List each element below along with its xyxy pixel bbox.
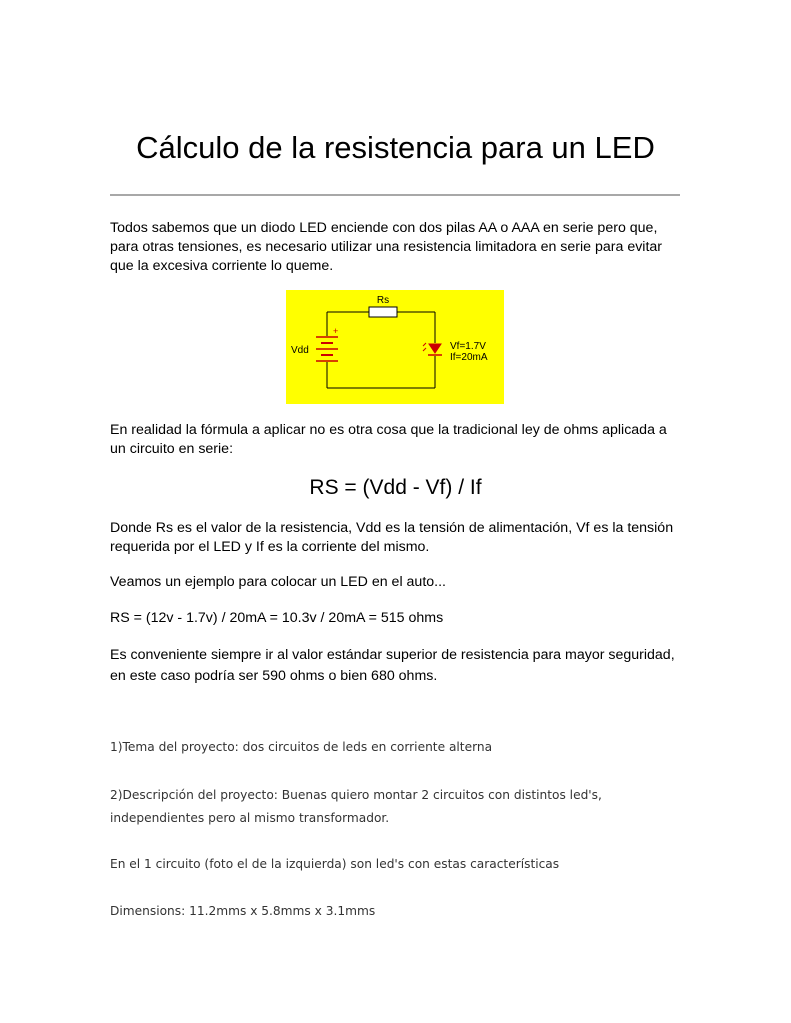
page-title: Cálculo de la resistencia para un LED xyxy=(136,130,655,165)
ohms-law-paragraph: En realidad la fórmula a aplicar no es otra cosa que la tradicional ley de ohms aplicada a un circuito en serie: xyxy=(110,422,667,457)
example-intro-paragraph: Veamos un ejemplo para colocar un LED en el auto... xyxy=(110,574,446,590)
horizontal-rule xyxy=(110,194,680,196)
circuit-note: En el 1 circuito (foto el de la izquierda) son led's con estas características xyxy=(110,857,560,871)
example-calculation: RS = (12v - 1.7v) / 20mA = 10.3v / 20mA = 515 ohms xyxy=(110,610,444,626)
led-circuit-diagram xyxy=(286,290,504,404)
project-topic: 1)Tema del proyecto: dos circuitos de leds en corriente alterna xyxy=(110,740,493,754)
source-label: Vdd xyxy=(291,345,309,356)
plus-label: + xyxy=(333,326,339,336)
definitions-paragraph: Donde Rs es el valor de la resistencia, Vdd es la tensión de alimentación, Vf es la tensión requerida por el LED y If es la corriente del mismo. xyxy=(110,520,674,555)
intro-paragraph: Todos sabemos que un diodo LED enciende con dos pilas AA o AAA en serie pero que, para otras tensiones, es necesario utilizar una resistencia limitadora en serie para evitar que la excesiva corriente lo queme. xyxy=(110,220,663,274)
resistor-label: Rs xyxy=(376,295,390,306)
formula: RS = (Vdd - Vf) / If xyxy=(309,476,482,499)
project-description: 2)Descripción del proyecto: Buenas quiero montar 2 circuitos con distintos led's, independientes pero al mismo transformador. xyxy=(110,788,602,825)
advice-paragraph: Es conveniente siempre ir al valor estándar superior de resistencia para mayor seguridad, en este caso podría ser 590 ohms o bien 680 ohms. xyxy=(110,647,675,684)
dimensions-line: Dimensions: 11.2mms x 5.8mms x 3.1mms xyxy=(110,904,376,918)
resistor-symbol xyxy=(369,307,397,317)
led-current-label: If=20mA xyxy=(450,352,488,363)
led-voltage-label: Vf=1.7V xyxy=(450,341,486,352)
